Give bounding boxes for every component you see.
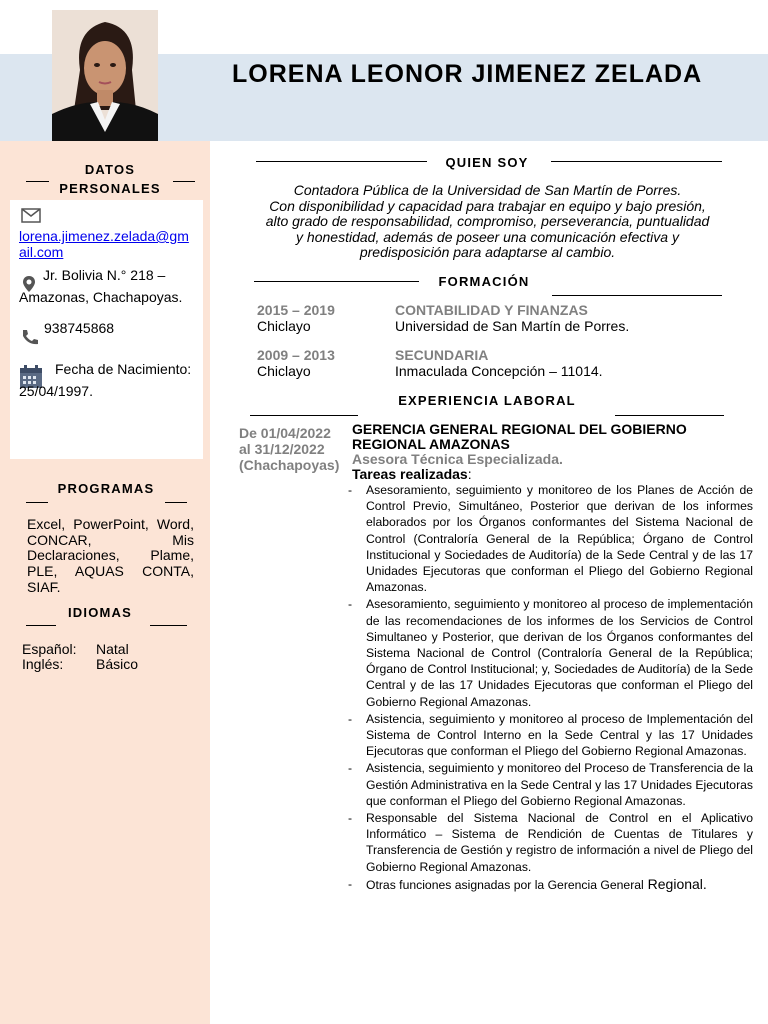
education-years: 2015 – 2019 — [257, 302, 335, 318]
birth-date-value: 25/04/1997. — [19, 383, 93, 399]
phone-number: 938745868 — [44, 320, 115, 336]
language-name: Español: — [22, 641, 77, 657]
experience-location: (Chachapoyas) — [239, 457, 340, 473]
task-text: Otras funciones asignadas por la Gerencia General — [366, 877, 644, 892]
task-item: - Asesoramiento, seguimiento y monitoreo de los Planes de Acción de Control Previo, Simultáneo, Posterior que derivan de los informes elaborados por los Órganos conformantes del Sistema Nacional de Control (Contraloría General de la República; Órgano de Control Institucional y Sociedades de Auditoría) de la Sede Central y de las 17 Unidades Ejecutoras que conforman el Pliego del Gobierno Regional Amazonas. — [348, 483, 753, 595]
language-name: Inglés: — [22, 656, 64, 672]
education-place: Chiclayo — [257, 363, 311, 379]
divider — [615, 415, 724, 416]
tasks-list — [346, 482, 753, 894]
tasks-label: Tareas realizadas — [352, 466, 468, 482]
tasks-heading — [352, 466, 472, 482]
about-text — [255, 183, 720, 261]
language-level: Natal — [96, 641, 129, 657]
experience-date: al 31/12/2022 — [239, 441, 325, 457]
about-line: alto grado de responsabilidad, compromiso, perseverancia, puntualidad — [265, 213, 710, 229]
programs-line: Excel, PowerPoint, Word, — [27, 516, 194, 532]
email-icon — [21, 208, 41, 228]
experience-title: EXPERIENCIA LABORAL — [398, 393, 576, 408]
address-line: Amazonas, Chachapoyas. — [19, 289, 183, 305]
about-line: Con disponibilidad y capacidad para trabajar en equipo y bajo presión, — [269, 197, 706, 214]
personal-data-title-line1: DATOS — [84, 162, 136, 177]
email-link[interactable] — [19, 228, 189, 260]
birth-date-label: Fecha de Nacimiento: — [55, 361, 192, 377]
education-school: Inmaculada Concepción – 11014. — [395, 363, 603, 379]
divider — [165, 502, 187, 503]
address-line: Jr. Bolivia N.° 218 – — [43, 267, 166, 283]
divider — [256, 161, 427, 162]
tasks-colon: : — [467, 466, 472, 482]
experience-date: De 01/04/2022 — [239, 425, 331, 441]
about-title: QUIEN SOY — [445, 155, 529, 170]
programs-line: CONCAR, Mis — [27, 532, 194, 548]
candidate-name: LORENA LEONOR JIMENEZ ZELADA — [232, 60, 703, 88]
divider — [26, 502, 48, 503]
divider — [552, 295, 722, 296]
task-item: - Asistencia, seguimiento y monitoreo del Proceso de Transferencia de la Gestión Administrativa en la Sede Central y las 17 Unidades Ejecutoras que conforman el Pliego del Gobierno Regional Amazonas. — [348, 761, 753, 808]
divider — [551, 161, 722, 162]
divider — [250, 415, 358, 416]
about-line: y honestidad, además de poseer una comunicación efectiva y — [296, 228, 679, 245]
task-item: - Asistencia, seguimiento y monitoreo al proceso de Implementación del Sistema de Control Interno en la Sede Central y las 17 Unidades Ejecutoras que conforman el Pliego del Gobierno Regional Amazonas. — [348, 711, 753, 759]
programs-title: PROGRAMAS — [57, 481, 155, 496]
task-item: - Asesoramiento, seguimiento y monitoreo al proceso de implementación de las recomendaciones de los informes de los Servicios de Control Simultaneo y Posterior, que derivan de los Órganos conformantes del Sistema Nacional de Control (Contraloría General de la República; Órgano de Control Institucional; y, Sociedades de Auditoría) de la Sede Central y de las 17 Unidades Ejecutoras que conforman el Pliego del Gobierno Regional Amazonas. — [348, 597, 753, 709]
divider — [26, 625, 56, 626]
languages-title: IDIOMAS — [67, 605, 132, 620]
education-years: 2009 – 2013 — [257, 347, 335, 363]
programs-line: Declaraciones, Plame, — [27, 547, 194, 563]
profile-photo — [52, 10, 158, 141]
experience-role: Asesora Técnica Especializada. — [352, 451, 563, 467]
divider — [150, 625, 187, 626]
language-level: Básico — [96, 656, 139, 672]
task-text: Asistencia, seguimiento y monitoreo del Proceso de Transferencia de la Gestión Administrativa en la Sede Central y las 17 Unidades Ejecutoras que conforman el Pliego del Gobierno Regional Amazonas. — [366, 761, 753, 808]
task-text: Asesoramiento, seguimiento y monitoreo de los Planes de Acción de Control Previo, Simultáneo, Posterior que derivan de los informes elaborados por los Órganos conformantes del Sistema Nacional de Control (Contraloría General de la República; Órgano de Control Institucional y Sociedades de Auditoría) de la Sede Central y de las 17 Unidades Ejecutoras que conforman el Pliego del Gobierno Regional Amazonas. — [366, 483, 753, 595]
personal-data-title-line2: PERSONALES — [59, 181, 161, 196]
programs-line: SIAF. — [27, 579, 61, 595]
task-text: Asesoramiento, seguimiento y monitoreo al proceso de implementación de las recomendaciones de los informes de los Servicios de Control Simultaneo y Posterior, que derivan de los Órganos conformantes del Sistema Nacional de Control (Contraloría General de la República; Órgano de Control Institucional; y, Sociedades de Auditoría) de la Sede Central y de las 17 Unidades Ejecutoras que conforman el Pliego del Gobierno Regional Amazonas. — [366, 597, 753, 709]
task-item: - Responsable del Sistema Nacional de Control en el Aplicativo Informático – Sistema de Rendición de Cuentas de Titulares y Transferencia de Gestión y registro de información a nivel de Pliego del Gobierno Regional Amazonas. — [348, 811, 753, 874]
divider — [254, 281, 419, 282]
task-item: - Otras funciones asignadas por la Gerencia General Regional. — [348, 875, 707, 892]
email-line: lorena.jimenez.zelada@gm — [19, 228, 189, 244]
divider — [173, 181, 195, 182]
divider — [26, 181, 49, 182]
experience-organization: REGIONAL AMAZONAS — [352, 436, 510, 452]
about-line: predisposición para adaptarse al cambio. — [359, 244, 616, 260]
education-title: FORMACIÓN — [438, 274, 530, 289]
about-line: Contadora Pública de la Universidad de San Martín de Porres. — [293, 182, 682, 198]
task-text: Responsable del Sistema Nacional de Control en el Aplicativo Informático – Sistema de Rendición de Cuentas de Titulares y Transferencia de Gestión y registro de información a nivel de Pliego del Gobierno Regional Amazonas. — [366, 811, 753, 874]
education-degree: CONTABILIDAD Y FINANZAS — [395, 302, 588, 318]
email-line: ail.com — [19, 244, 64, 260]
task-text-end: Regional. — [643, 875, 707, 892]
education-school: Universidad de San Martín de Porres. — [395, 318, 630, 334]
education-degree: SECUNDARIA — [395, 347, 489, 363]
programs-line: PLE, AQUAS CONTA, — [27, 563, 194, 579]
experience-organization: GERENCIA GENERAL REGIONAL DEL GOBIERNO — [352, 421, 687, 437]
task-text: Asistencia, seguimiento y monitoreo al proceso de Implementación del Sistema de Control Interno en la Sede Central y las 17 Unidades Ejecutoras que conforman el Pliego del Gobierno Regional Amazonas. — [366, 711, 753, 759]
phone-icon — [20, 328, 40, 351]
education-place: Chiclayo — [257, 318, 311, 334]
